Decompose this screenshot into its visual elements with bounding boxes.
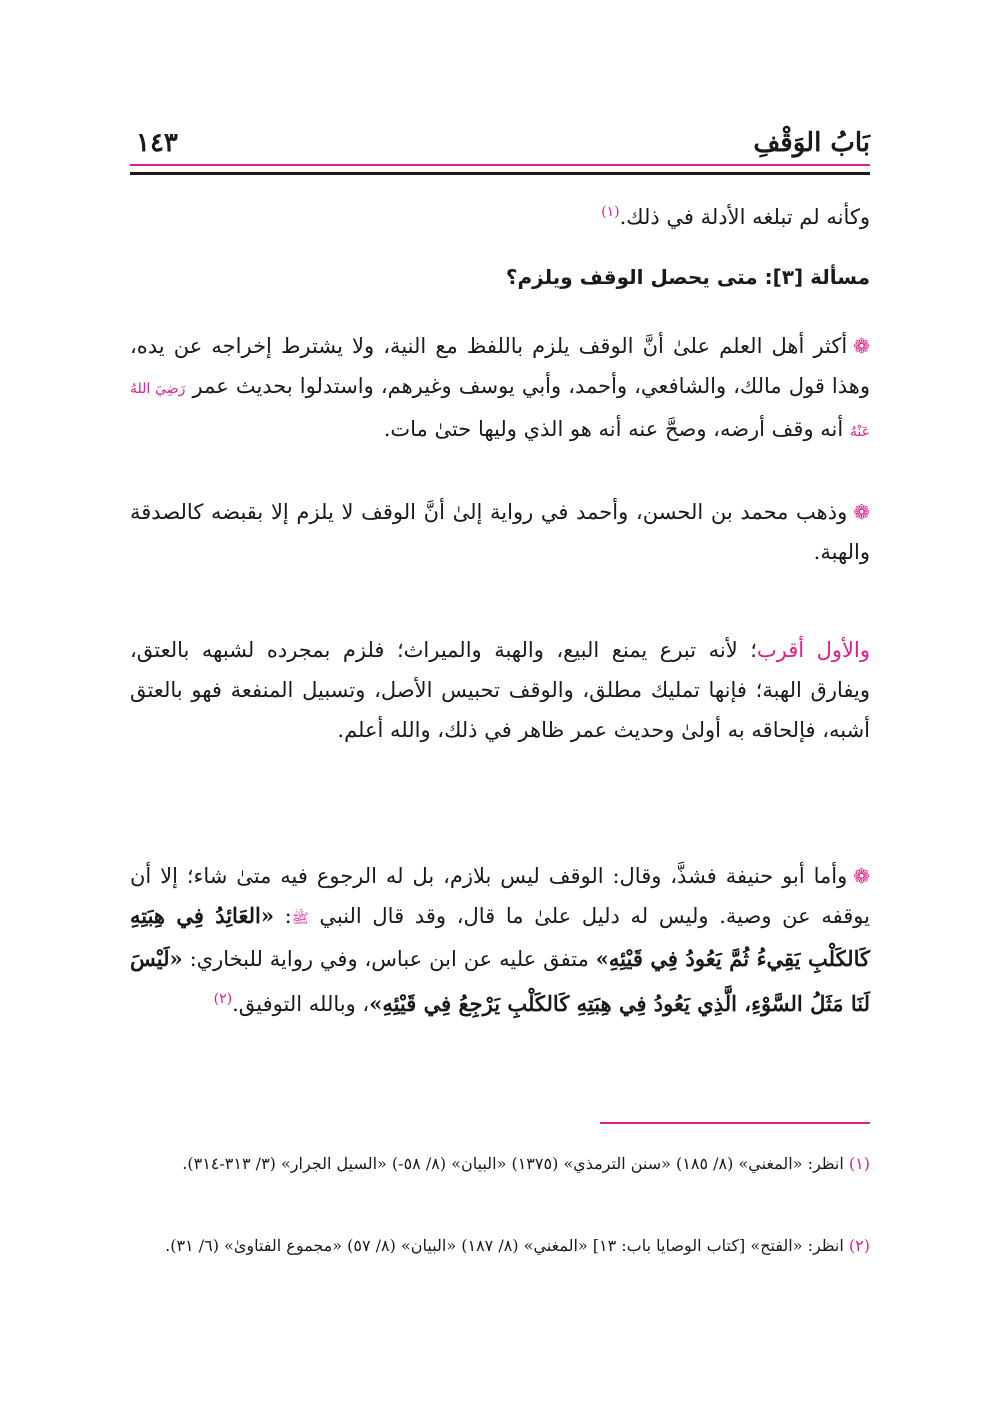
footnote-rule [600,1122,870,1124]
footnote-1 [130,1150,870,1178]
footnote-ref-2: (٢) [213,991,233,1007]
hadith-2: «لَيْسَ لَنَا مَثَلُ السَّوْءِ، الَّذِي يَعُودُ فِي هِبَتِهِ كَالكَلْبِ يَرْجِعُ فِي قَيْئِهِ» [130,946,870,1016]
header-rule-black [130,172,870,175]
intro-text: وكأنه لم تبلغه الأدلة في ذلك. [619,205,870,229]
hadith-1: «العَائِدُ فِي هِبَتِهِ كَالكَلْبِ يَقِيءُ ثُمَّ يَعُودُ فِي قَيْئِهِ» [130,903,870,971]
footnote-text: انظر: «الفتح» [كتاب الوصايا باب: ١٣] «المغني» (٨/ ١٨٧) «البيان» (٨/ ٥٧) «مجموع الفتاوىٰ» (٦/ ٣١). [165,1236,844,1255]
paragraph-4 [130,856,870,1024]
section-heading: مسألة [٣]: متى يحصل الوقف ويلزم؟ [505,265,870,289]
para1-text-b: أنه وقف أرضه، وصحَّ عنه أنه هو الذي وليها حتىٰ مات. [383,417,844,441]
footnote-number: (١) [848,1154,870,1173]
footnote-text: انظر: «المغني» (٨/ ١٨٥) «سنن الترمذي» (١٣٧٥) «البيان» (٨/ ٥٨-) «السيل الجرار» (٣/ ٣١٣-٣١٤). [182,1154,844,1173]
paragraph-3 [130,630,870,750]
paragraph-2 [130,492,870,572]
footnote-ref-1: (١) [601,204,620,220]
salawat: ﷺ [291,911,309,927]
intro-line [130,192,870,237]
paragraph-1 [130,326,870,452]
para4-text-c: متفق عليه عن ابن عباس، وفي رواية للبخاري: [189,947,589,971]
flower-bullet-icon: ❁ [853,334,870,358]
honorific: رَضِيَ اللهُ عَنْهُ [130,381,870,440]
para1-text-a: أكثر أهل العلم علىٰ أنَّ الوقف يلزم باللفظ مع النية، ولا يشترط إخراجه عن يده، وهذا قول مالك، والشافعي، وأحمد، وأبي يوسف وغيرهم، واستدلوا بحديث عمر [130,334,870,398]
para4-text-d: ، وبالله التوفيق. [232,992,370,1016]
header-rule-pink [130,164,870,166]
footnote-2 [130,1232,870,1260]
flower-bullet-icon: ❁ [853,500,870,524]
running-title: بَابُ الوَقْفِ [753,128,870,158]
para4-text-a: وأما أبو حنيفة فشذَّ، وقال: الوقف ليس بلازم، بل له الرجوع فيه متىٰ شاء؛ إلا أن يوقفه عن وصية. وليس له دليل علىٰ ما قال، وقد قال النبي [130,864,870,928]
para3-text: ؛ لأنه تبرع يمنع البيع، والهبة والميراث؛ فلزم بمجرده لشبهه بالعتق، ويفارق الهبة؛ فإنها تمليك مطلق، والوقف تحبيس الأصل، وتسبيل المنفعة فهو بالعتق أشبه، فإلحاقه به أولىٰ وحديث عمر ظاهر في ذلك، والله أعلم. [130,638,870,742]
footnote-number: (٢) [848,1236,870,1255]
preference-lead: والأول أقرب [756,638,870,662]
flower-bullet-icon: ❁ [853,864,870,888]
page-number: ١٤٣ [136,128,178,158]
para2-text: وذهب محمد بن الحسن، وأحمد في رواية إلىٰ أنَّ الوقف لا يلزم إلا بقبضه كالصدقة والهبة. [130,500,870,564]
para4-text-b: : [284,904,292,928]
